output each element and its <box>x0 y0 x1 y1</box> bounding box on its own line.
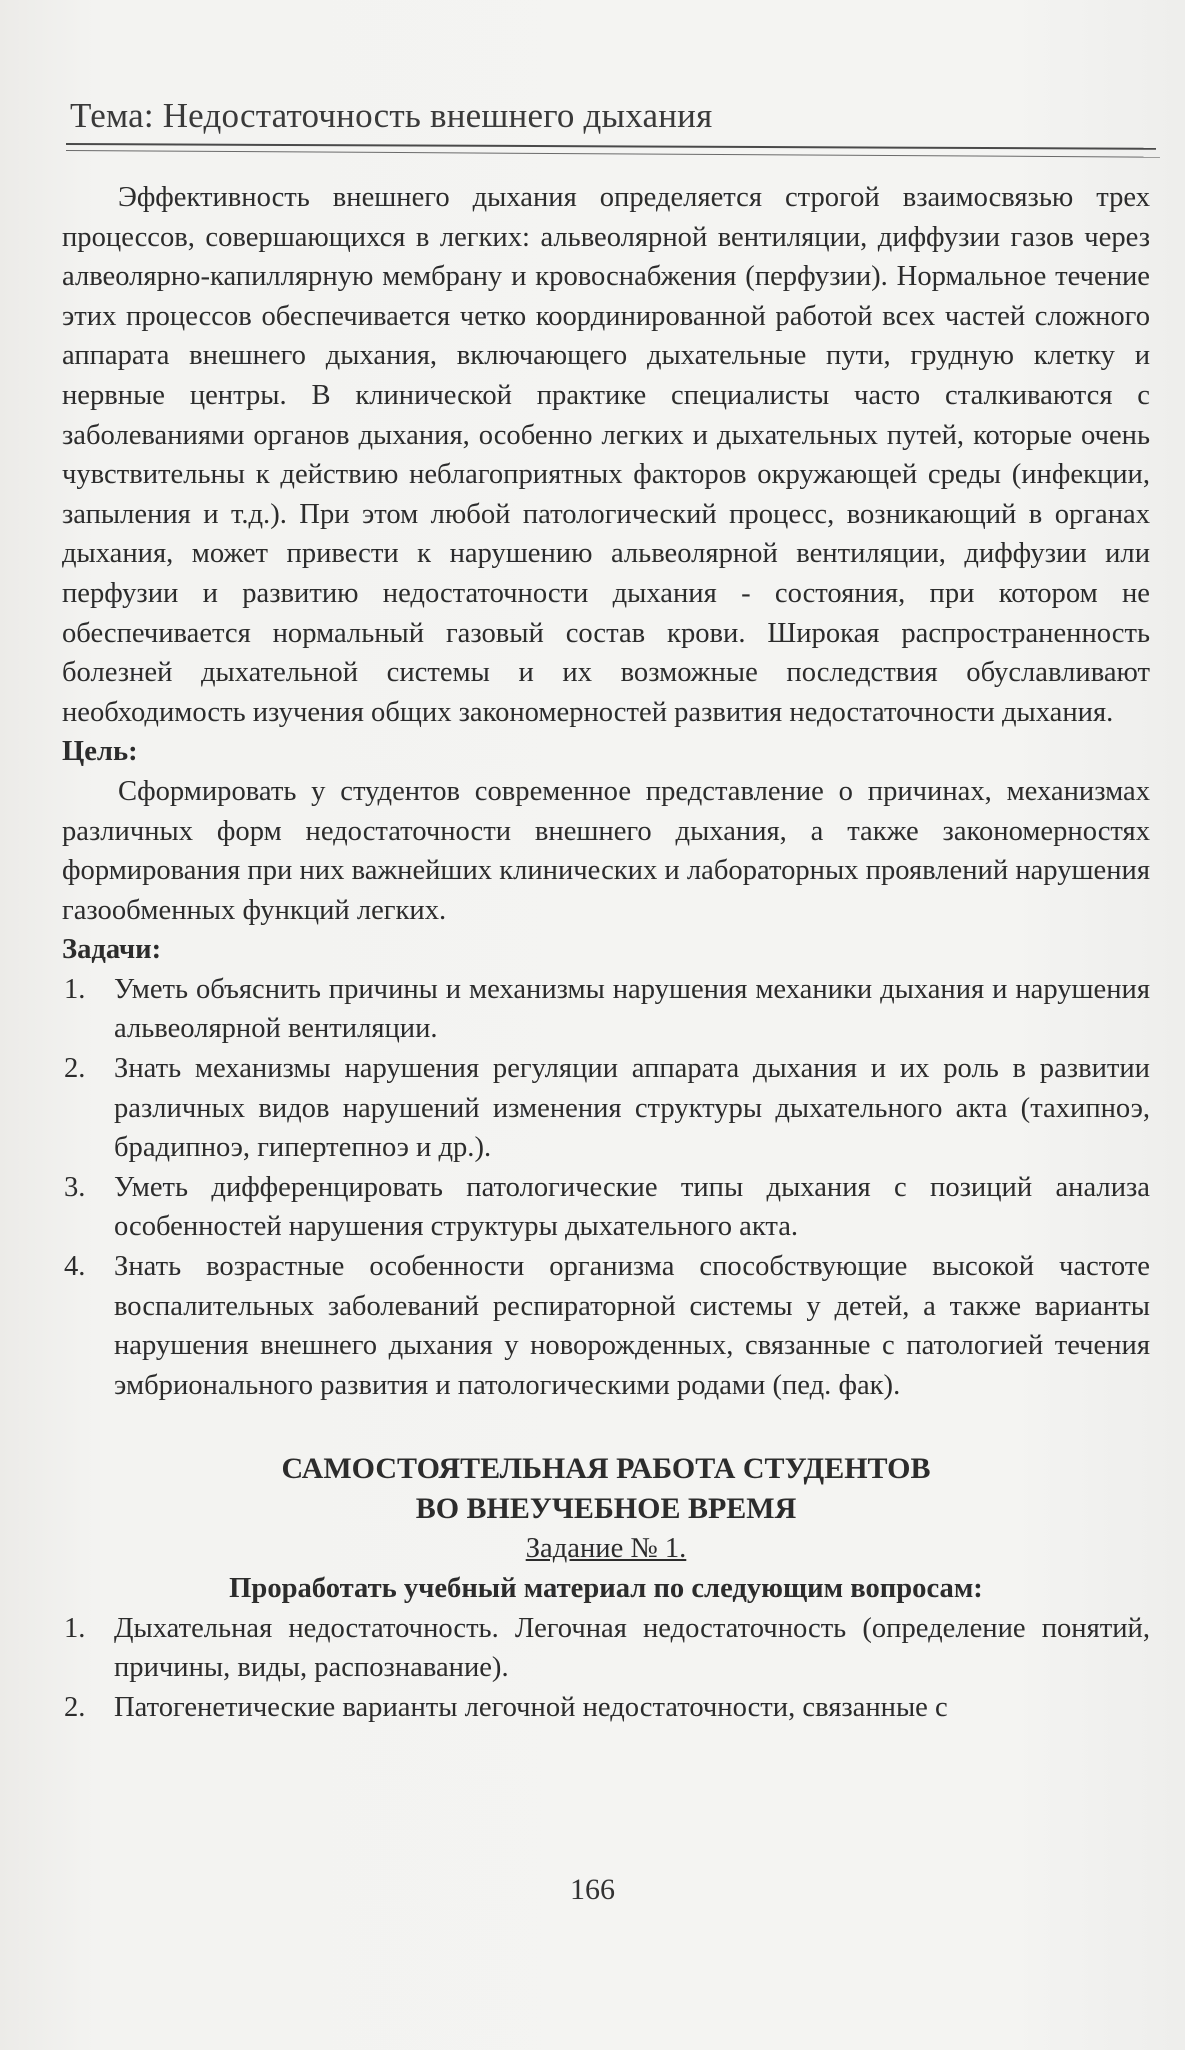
task-label: Задание № 1. <box>525 1533 687 1565</box>
tasks-heading: Задачи: <box>62 934 162 966</box>
list-item-text: Дыхательная недостаточность. Легочная недостаточность (определение понятий, причины, виды, распознавание). <box>114 1612 1150 1684</box>
list-item-number: 3. <box>64 1171 86 1203</box>
list-item-text: Знать механизмы нарушения регуляции аппарата дыхания и их роль в развитии различных видов нарушений изменения структуры дыхательного акта (тахипноэ, брадипноэ, гипертепноэ и др.). <box>114 1053 1150 1164</box>
list-item <box>62 1247 1150 1405</box>
list-item-number: 4. <box>64 1251 86 1283</box>
list-item-number: 2. <box>64 1053 86 1085</box>
goal-heading: Цель: <box>62 736 138 768</box>
goal-paragraph: Сформировать у студентов современное представление о причинах, механизмах различных форм недостаточности внешнего дыхания, а также закономерностях формирования при них важнейших клинических и лабораторных проявлений нарушения газообменных функций легких. <box>62 775 1150 926</box>
list-item-text: Знать возрастные особенности организма способствующие высокой частоте воспалительных заболеваний респираторной системы у детей, а также варианты нарушения внешнего дыхания у новорожденных, связанные с патологией течения эмбрионального развития и патологическими родами (пед. фак). <box>114 1251 1150 1401</box>
header-rule-top <box>66 143 1156 150</box>
list-item <box>62 1609 1150 1688</box>
intro-paragraph: Эффективность внешнего дыхания определяется строгой взаимосвязью трех процессов, совершающихся в легких: альвеолярной вентиляции, диффузии газов через алвеолярно-капиллярную мембрану и кровоснабжения (перфузии). Нормальное течение этих процессов обеспечивается четко координированной работой всех частей сложного аппарата внешнего дыхания, включающего дыхательные пути, грудную клетку и нервные центры. В клинической практике специалисты часто сталкиваются с заболеваниями органов дыхания, особенно легких и дыхательных путей, которые очень чувствительны к действию неблагоприятных факторов окружающей среды (инфекции, запыления и т.д.). При этом любой патологический процесс, возникающий в органах дыхания, может привести к нарушению альвеолярной вентиляции, диффузии или перфузии и развитию недостаточности дыхания - состояния, при котором не обеспечивается нормальный газовый состав крови. Широкая распространенность болезней дыхательной системы и их возможные последствия обуславливают необходимость изучения общих закономерностей развития недостаточности дыхания. <box>62 182 1150 728</box>
questions-list <box>62 1609 1150 1728</box>
list-item <box>62 970 1150 1049</box>
header-rule-bottom <box>66 150 1160 158</box>
list-item <box>62 1049 1150 1168</box>
list-item <box>62 1168 1150 1247</box>
tasks-list <box>62 970 1150 1406</box>
section-title-line2: ВО ВНЕУЧЕБНОЕ ВРЕМЯ <box>415 1492 797 1526</box>
task-instruction: Проработать учебный материал по следующим вопросам: <box>229 1573 983 1604</box>
list-item-number: 2. <box>64 1691 86 1723</box>
list-item-number: 1. <box>64 1612 86 1644</box>
topic-header: Тема: Недостаточность внешнего дыхания <box>70 96 713 135</box>
list-item-text: Патогенетические варианты легочной недостаточности, связанные с <box>114 1691 948 1723</box>
list-item-text: Уметь дифференцировать патологические типы дыхания с позиций анализа особенностей нарушения структуры дыхательного акта. <box>114 1171 1150 1243</box>
list-item-text: Уметь объяснить причины и механизмы нарушения механики дыхания и нарушения альвеолярной вентиляции. <box>114 973 1150 1045</box>
section-spacer <box>62 1405 1150 1449</box>
page-number: 166 <box>570 1873 615 1906</box>
list-item <box>62 1688 1150 1728</box>
list-item-number: 1. <box>64 973 86 1005</box>
section-title-line1: САМОСТОЯТЕЛЬНАЯ РАБОТА СТУДЕНТОВ <box>281 1452 931 1486</box>
page-content <box>62 178 1150 1727</box>
